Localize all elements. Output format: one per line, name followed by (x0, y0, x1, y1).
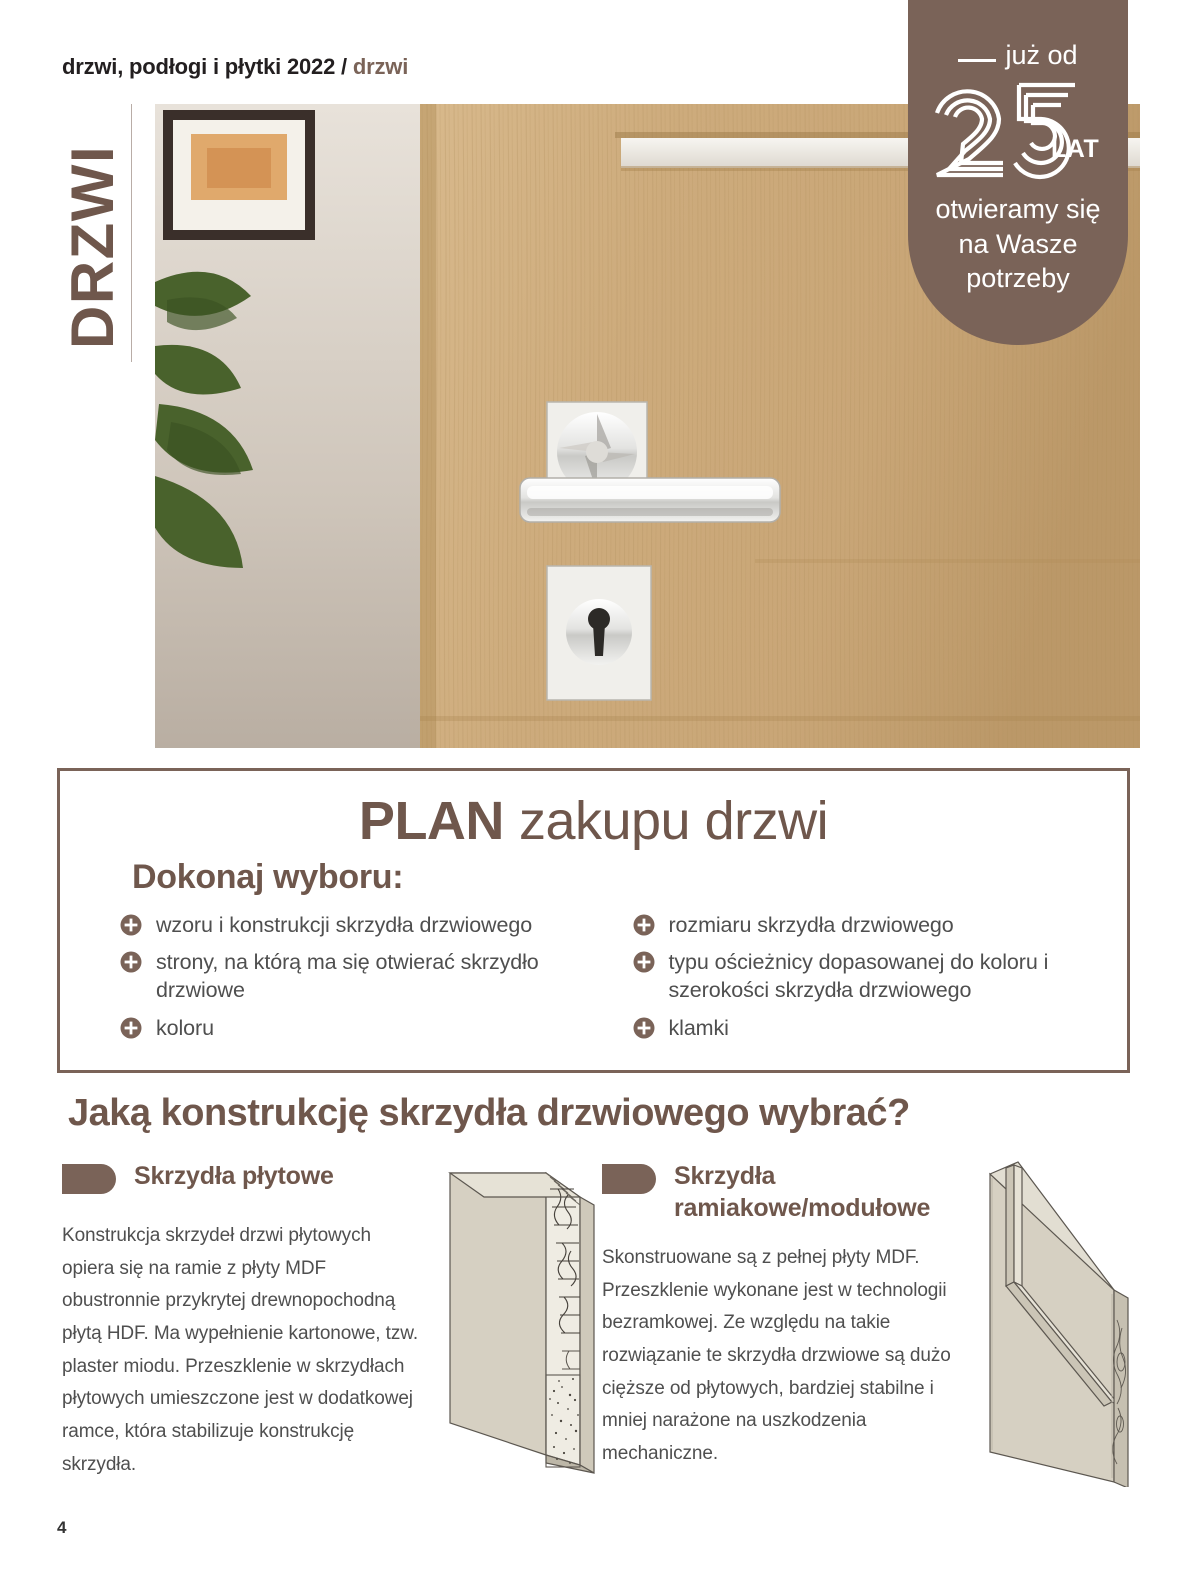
plus-circle-icon (120, 914, 142, 936)
plus-circle-icon (120, 1017, 142, 1039)
badge-claim (908, 192, 1128, 296)
list-item-label: koloru (156, 1015, 214, 1040)
list-item-label: klamki (668, 1015, 729, 1040)
construction-heading-row (62, 1160, 602, 1194)
purchase-plan-box (57, 768, 1130, 1073)
twenty-five-years-logo-icon (923, 73, 1113, 185)
plan-choices-left (82, 911, 605, 1052)
plan-title-light: zakupu drzwi (518, 791, 829, 851)
plan-subtitle: Dokonaj wyboru: (132, 857, 404, 896)
construction-heading-line-2: ramiakowe/modułowe (674, 1194, 931, 1222)
section-label-divider (131, 104, 132, 362)
badge-eyebrow-text: już od (1005, 40, 1078, 70)
plan-choices-right (605, 911, 1128, 1052)
breadcrumb-current: drzwi (352, 54, 409, 79)
plus-circle-icon (633, 1017, 655, 1039)
badge-eyebrow (908, 42, 1128, 69)
list-item (82, 1014, 605, 1042)
construction-columns (0, 1160, 1200, 1500)
construction-heading-row (602, 1160, 1162, 1224)
plus-circle-icon (633, 914, 655, 936)
plus-circle-icon (120, 951, 142, 973)
construction-body: Skonstruowane są z pełnej płyty MDF. Przeszklenie wykonane jest w technologii bezramkowej. Ze względu na takie rozwiązanie te skrzydła drzwiowe są dużo cięższe od płytowych, bardziej stabilne i mniej narażone na uszkodzenia mechaniczne. (602, 1247, 951, 1465)
door-chip-icon (602, 1164, 656, 1194)
anniversary-badge (908, 0, 1128, 345)
plus-circle-icon (633, 951, 655, 973)
breadcrumb-separator: / (341, 54, 347, 79)
list-item (82, 911, 605, 939)
breadcrumb-main: drzwi, podłogi i płytki 2022 (62, 54, 336, 79)
plan-title-bold: PLAN (358, 791, 504, 851)
construction-panel-ramiakowe (602, 1160, 1162, 1471)
badge-dash-icon (958, 59, 996, 62)
construction-heading: Skrzydła płytowe (134, 1162, 334, 1190)
list-item (619, 948, 1128, 1005)
section-question-heading: Jaką konstrukcję skrzydła drzwiowego wybrać? (68, 1092, 910, 1134)
plan-title (60, 793, 1127, 850)
plan-choice-columns (60, 911, 1127, 1052)
door-chip-icon (62, 1164, 116, 1194)
list-item-label: wzoru i konstrukcji skrzydła drzwiowego (156, 912, 533, 937)
construction-heading-line-1: Skrzydła (674, 1162, 776, 1190)
badge-unit-text: LAT (1051, 134, 1100, 163)
page-number: 4 (57, 1518, 67, 1537)
list-item (619, 911, 1128, 939)
badge-anniversary-logo (908, 71, 1128, 186)
list-item-label: rozmiaru skrzydła drzwiowego (668, 912, 954, 937)
construction-panel-plytowe (62, 1160, 602, 1481)
badge-claim-line-1: otwieramy się (935, 194, 1101, 224)
breadcrumb (62, 54, 408, 80)
construction-heading (674, 1160, 930, 1224)
list-item-label: typu ościeżnicy dopasowanej do koloru i szerokości skrzydła drzwiowego (668, 950, 1049, 1003)
section-label-vertical (44, 104, 140, 364)
section-label-text: DRZWI (59, 144, 126, 349)
list-item-label: strony, na którą ma się otwierać skrzydło drzwiowe (156, 950, 539, 1003)
list-item (82, 948, 605, 1005)
list-item (619, 1014, 1128, 1042)
badge-claim-line-3: potrzeby (966, 263, 1070, 294)
badge-claim-line-2: na Wasze (958, 228, 1078, 259)
construction-body: Konstrukcja skrzydeł drzwi płytowych opiera się na ramie z płyty MDF obustronnie przykrytej drewnopochodną płytą HDF. Ma wypełnienie kartonowe, tzw. plaster miodu. Przeszklenie w skrzydłach płytowych umieszczone jest w dodatkowej ramce, która stabilizuje konstrukcję skrzydła. (62, 1225, 419, 1475)
